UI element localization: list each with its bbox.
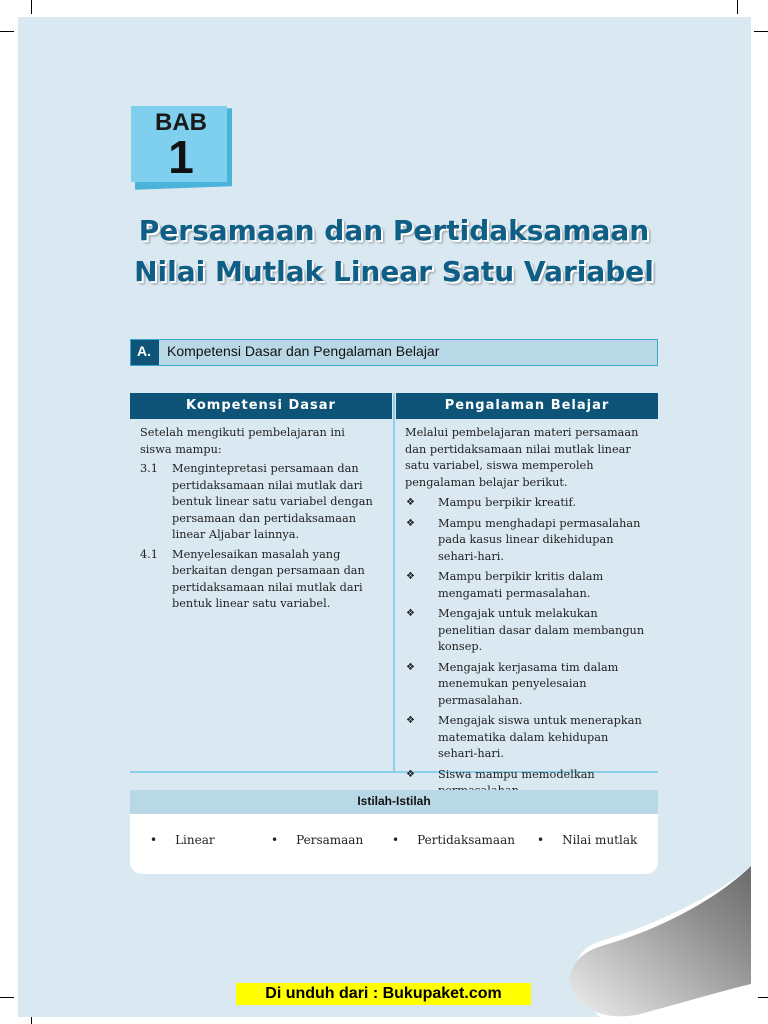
table-header-pengalaman: Pengalaman Belajar: [396, 393, 658, 419]
diamond-bullet-icon: ❖: [406, 497, 415, 508]
pengalaman-item: [405, 660, 651, 710]
diamond-bullet-icon: ❖: [406, 768, 415, 780]
pengalaman-item-text: Mampu berpikir kreatif.: [438, 496, 576, 509]
pengalaman-item: [405, 713, 651, 763]
pengalaman-item-text: Mengajak untuk melakukan penelitian dasar dalam membangun konsep.: [438, 607, 645, 653]
pengalaman-item: [405, 569, 651, 602]
istilah-term-text: Nilai mutlak: [562, 833, 638, 847]
crop-mark: [737, 0, 738, 14]
diamond-bullet-icon: ❖: [406, 661, 415, 673]
pengalaman-item-text: Mengajak kerjasama tim dalam menemukan penyelesaian permasalahan.: [438, 660, 619, 707]
pengalaman-column: [405, 425, 651, 800]
page-curl-graphic: [568, 864, 758, 1024]
pengalaman-item-text: Mengajak siswa untuk menerapkan matematika dalam kehidupan sehari-hari.: [438, 714, 642, 760]
chapter-title-line1: Persamaan dan Pertidaksamaan: [138, 214, 650, 247]
pengalaman-item-text: Mampu berpikir kritis dalam mengamati permasalahan.: [438, 570, 604, 600]
istilah-term: [150, 833, 215, 847]
istilah-box: [130, 790, 658, 874]
kompetensi-item-text: Menyelesaikan masalah yang berkaitan dengan persamaan dan pertidaksamaan nilai mutlak dari bentuk linear satu variabel.: [172, 547, 365, 610]
crop-mark: [754, 31, 768, 32]
chapter-number: 1: [168, 131, 194, 183]
pengalaman-item: [405, 516, 651, 566]
diamond-bullet-icon: ❖: [406, 715, 415, 726]
diamond-bullet-icon: ❖: [406, 571, 415, 582]
chapter-title-line2: Nilai Mutlak Linear Satu Variabel: [134, 255, 654, 288]
istilah-term-text: Pertidaksamaan: [417, 833, 515, 847]
chapter-label: BAB: [155, 109, 207, 136]
kompetensi-item-number: 3.1: [140, 462, 158, 475]
crop-mark: [31, 0, 32, 14]
section-heading: [130, 339, 658, 366]
pengalaman-intro: Melalui pembelajaran materi persamaan dan pertidaksamaan nilai mutlak linear satu variabel, siswa memperoleh pengalaman belajar berikut.: [405, 426, 639, 489]
table-header-kompetensi: Kompetensi Dasar: [130, 393, 392, 419]
kompetensi-item: [140, 461, 380, 544]
pengalaman-item: [405, 606, 651, 656]
chapter-title: [120, 210, 668, 292]
crop-mark: [0, 997, 14, 998]
istilah-term: [392, 833, 515, 847]
kompetensi-item-text: Mengintepretasi persamaan dan pertidaksamaan nilai mutlak dari bentuk linear satu variabel dengan persamaan dan pertidaksamaan linear Aljabar lainnya.: [172, 462, 373, 541]
istilah-term: [271, 833, 363, 847]
bullet-icon: •: [150, 833, 158, 847]
bullet-icon: •: [392, 833, 400, 847]
crop-mark: [0, 31, 14, 32]
bullet-icon: •: [537, 833, 545, 847]
pengalaman-item-text: Siswa mampu memodelkan: [438, 767, 595, 781]
istilah-term-text: Persamaan: [296, 833, 364, 847]
chapter-tab-face: [131, 106, 227, 182]
kompetensi-item: [140, 547, 380, 613]
diamond-bullet-icon: ❖: [406, 517, 415, 529]
download-source-banner: Di unduh dari : Bukupaket.com: [236, 983, 531, 1005]
kompetensi-column: [140, 425, 380, 613]
diamond-bullet-icon: ❖: [406, 608, 415, 619]
istilah-term-text: Linear: [175, 833, 215, 847]
kompetensi-item-number: 4.1: [140, 547, 158, 561]
table-column-divider: [393, 393, 395, 771]
section-title: Kompetensi Dasar dan Pengalaman Belajar: [167, 343, 440, 359]
kompetensi-intro: Setelah mengikuti pembelajaran ini siswa mampu:: [140, 426, 345, 456]
pengalaman-item: [405, 495, 651, 512]
pengalaman-item-text: Mampu menghadapi permasalahan pada kasus linear dikehidupan sehari-hari.: [438, 516, 641, 563]
istilah-header: Istilah-Istilah: [130, 790, 658, 814]
section-letter: A.: [131, 340, 159, 365]
bullet-icon: •: [271, 833, 279, 847]
chapter-tab: [131, 106, 232, 186]
istilah-term: [537, 833, 637, 847]
